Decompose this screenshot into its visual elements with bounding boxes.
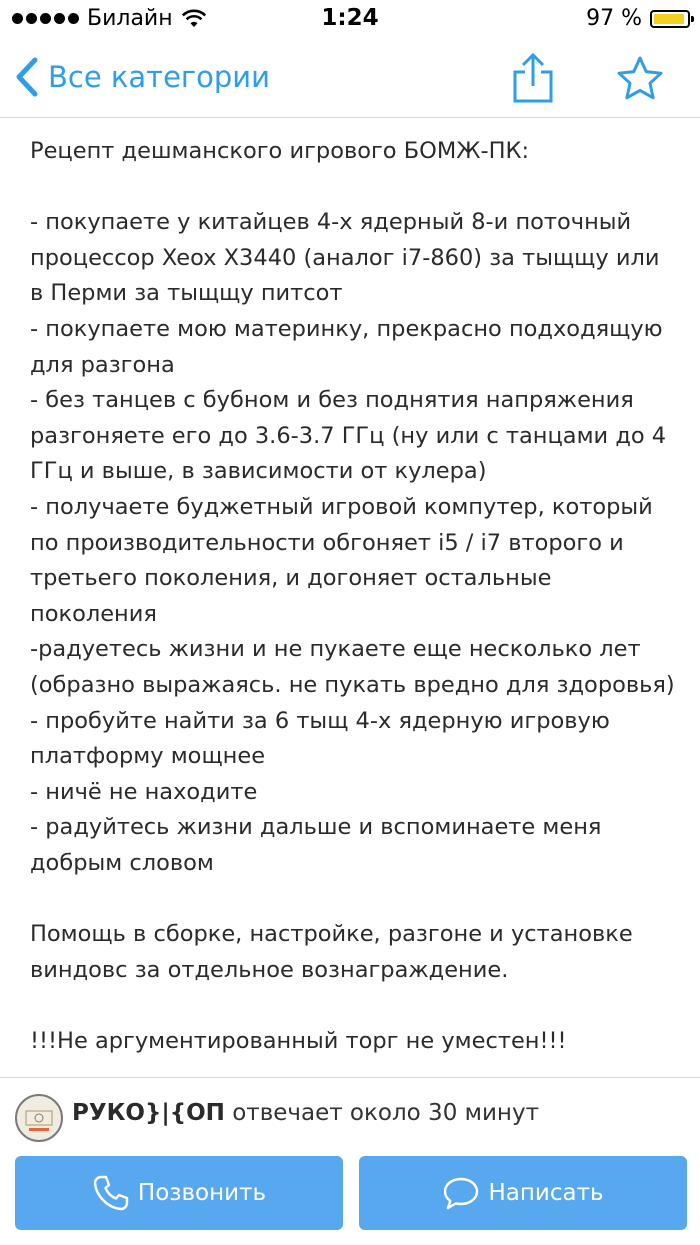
listing-description — [30, 134, 675, 1059]
seller-name[interactable]: РУКО}|{ОП — [72, 1100, 225, 1126]
call-button[interactable] — [15, 1156, 343, 1230]
listing-line — [30, 881, 670, 917]
listing-line: добрым словом — [30, 849, 214, 876]
listing-line: - покупаете мою материнку, прекрасно подходящую — [30, 315, 663, 342]
listing-line: процессор Xeox X3440 (аналог i7-860) за тыщщу или — [30, 244, 660, 271]
status-time: 1:24 — [321, 5, 379, 31]
share-icon[interactable] — [510, 52, 556, 104]
listing-line: разгоняете его до 3.6-3.7 ГГц (ну или с танцами до 4 — [30, 422, 667, 449]
back-button[interactable] — [14, 56, 270, 98]
chevron-left-icon — [14, 56, 40, 98]
battery-percent: 97 % — [586, 6, 642, 31]
carrier-name: Билайн — [87, 6, 173, 31]
listing-line: платформу мощнее — [30, 743, 266, 770]
listing-line: для разгона — [30, 351, 175, 378]
listing-line: поколения — [30, 600, 157, 627]
seller-response-time: отвечает около 30 минут — [232, 1100, 539, 1126]
listing-line — [30, 988, 670, 1024]
battery-icon — [650, 10, 690, 28]
seller-logo-icon — [17, 1096, 61, 1140]
listing-line: ГГц и выше, в зависимости от кулера) — [30, 458, 487, 485]
seller-info — [72, 1100, 539, 1126]
listing-line: - пробуйте найти за 6 тыщ 4-х ядерную игровую — [30, 707, 610, 734]
status-right — [586, 6, 690, 31]
listing-line: - без танцев с бубном и без поднятия напряжения — [30, 387, 634, 414]
listing-line: - ничё не находите — [30, 778, 258, 805]
call-button-label: Позвонить — [137, 1180, 267, 1206]
chat-bubble-icon — [442, 1174, 480, 1212]
listing-line: третьего поколения, и догоняет остальные — [30, 565, 552, 592]
phone-icon — [92, 1174, 130, 1212]
listing-line: - покупаете у китайцев 4-х ядерный 8-и поточный — [30, 209, 632, 236]
write-button[interactable] — [359, 1156, 687, 1230]
seller-footer — [0, 1077, 700, 1245]
listing-line: Рецепт дешманского игрового БОМЖ-ПК: — [30, 138, 530, 164]
back-label: Все категории — [48, 60, 271, 94]
listing-line: - радуйтесь жизни дальше и вспоминаете меня — [30, 814, 602, 841]
star-icon[interactable] — [615, 54, 665, 104]
listing-line: виндовс за отдельное вознаграждение. — [30, 956, 509, 983]
listing-line: Помощь в сборке, настройке, разгоне и установке — [30, 921, 633, 948]
listing-line — [30, 170, 670, 206]
listing-line: - получаете буджетный игровой компутер, который — [30, 493, 653, 520]
status-bar — [0, 0, 700, 40]
listing-line: -радуетесь жизни и не пукаете еще несколько лет — [30, 636, 641, 663]
listing-line: в Перми за тыщщу питсот — [30, 280, 343, 307]
listing-line: !!!Не аргументированный торг не уместен!!! — [30, 1027, 567, 1054]
seller-avatar[interactable] — [15, 1094, 63, 1142]
write-button-label: Написать — [488, 1180, 604, 1206]
listing-line: (образно выражаясь. не пукать вредно для здоровья) — [30, 671, 675, 698]
listing-line: по производительности обгоняет i5 / i7 второго и — [30, 529, 624, 556]
navigation-bar — [0, 40, 700, 118]
